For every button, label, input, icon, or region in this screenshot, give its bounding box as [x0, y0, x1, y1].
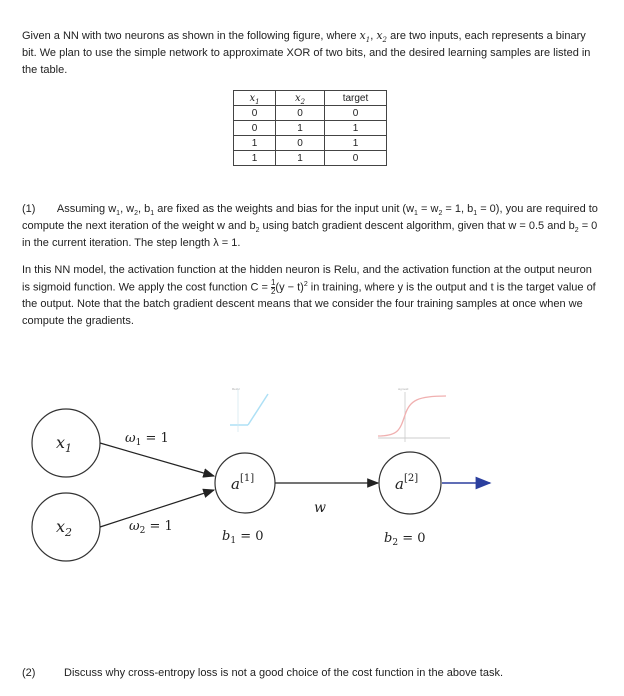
weight-label-w2: $\omega_2 = 1$: [129, 519, 173, 536]
table-row: [234, 151, 387, 166]
output-node-label: a[2]: [395, 473, 419, 493]
cell-x1: 1: [234, 151, 276, 166]
hidden-node-label: a[1]: [231, 473, 255, 493]
weight-label-w: w: [314, 500, 326, 516]
input-label-x2: $x_2$: [56, 517, 73, 539]
question-1-number: (1): [22, 203, 36, 215]
bias-label-b2: $b_2 = 0$: [384, 531, 426, 548]
cell-target: 0: [325, 106, 387, 121]
cell-x2: 1: [276, 151, 325, 166]
intro-paragraph: Given a NN with two neurons as shown in the following figure, where $x_1$, $x_2$ are two inputs, each represents a binary bit. We plan to use the simple network to approximate XOR of two bits, and the desired learning samples are listed in the table.: [22, 29, 591, 76]
cell-x1: 1: [234, 136, 276, 151]
samples-table: [233, 90, 387, 166]
bias-label-b1: $b_1 = 0$: [222, 529, 264, 546]
cell-target: 0: [325, 151, 387, 166]
table-header-row: [234, 91, 387, 106]
cell-x2: 0: [276, 106, 325, 121]
col-header-x1: $x_1$: [234, 91, 276, 106]
sigmoid-sketch: [378, 387, 450, 442]
question-2-number: (2): [22, 667, 36, 679]
table-row: [234, 136, 387, 151]
network-diagram: [0, 380, 624, 580]
question-1-paragraph: (1) Assuming $w_1$, $w_2$, $b_1$ are fixed as the weights and bias for the input unit ($w_1 = w_2 = 1$, $b_1 = 0$), you are required to compute the next iteration of the weight w and $b_2$ using batch gradient descent algorithm, given that w = 0.5 and $b_2 = 0$ in the current iteration. The step length λ = 1.: [22, 203, 598, 249]
question-2-text: Discuss why cross-entropy loss is not a good choice of the cost function in the above task.: [64, 667, 504, 679]
table-row: [234, 121, 387, 136]
cell-target: 1: [325, 136, 387, 151]
sigmoid-label: sigmoid: [398, 387, 409, 391]
cell-x2: 0: [276, 136, 325, 151]
relu-label: ReLU: [232, 387, 240, 391]
model-description-paragraph: In this NN model, the activation function at the hidden neuron is Relu, and the activation function at the output neuron is sigmoid function. We apply the cost function C = $\frac{1}{2}$ $(y - t)^2$ in training, where y is the output and t is the target value of the output. Note that the batch gradient descent means that we consider the four training samples at once when we compute the gradients.: [22, 264, 596, 328]
cell-x2: 1: [276, 121, 325, 136]
cell-x1: 0: [234, 121, 276, 136]
relu-sketch: [230, 387, 268, 432]
cell-x1: 0: [234, 106, 276, 121]
edge-x1-to-hidden: [100, 443, 214, 476]
col-header-x2: $x_2$: [276, 91, 325, 106]
cell-target: 1: [325, 121, 387, 136]
input-label-x1: $x_1$: [56, 433, 73, 455]
weight-label-w1: $\omega_1 = 1$: [125, 431, 169, 448]
table-row: [234, 106, 387, 121]
col-header-target: target: [325, 91, 387, 106]
